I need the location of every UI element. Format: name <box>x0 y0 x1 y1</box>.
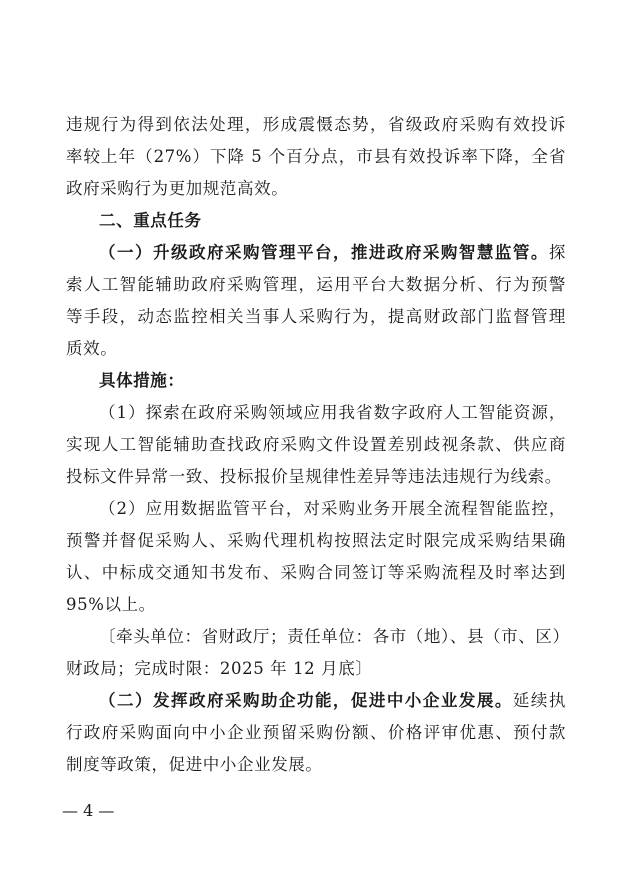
document-body <box>66 109 570 781</box>
paragraph-line: 实现人工智能辅助查找政府采购文件设置差别歧视条款、供应商 <box>66 435 566 454</box>
paragraph-line: 索人工智能辅助政府采购管理，运用平台大数据分析、行为预警 <box>66 275 566 294</box>
task-1-line <box>66 237 566 269</box>
paragraph-line: （2）应用数据监管平台，对采购业务开展全流程智能监控， <box>99 499 566 518</box>
paragraph-line: 预警并督促采购人、采购代理机构按照法定时限完成采购结果确 <box>66 531 566 550</box>
task-2-text: 延续执 <box>512 691 566 710</box>
paragraph-line: 制度等政策，促进中小企业发展。 <box>66 755 323 774</box>
paragraph-line: 政府采购行为更加规范高效。 <box>66 179 289 198</box>
task-1-text: 探 <box>548 243 566 262</box>
paragraph-line: 认、中标成交通知书发布、采购合同签订等采购流程及时率达到 <box>66 563 566 582</box>
paragraph-line: 违规行为得到依法处理，形成震慑态势，省级政府采购有效投诉 <box>66 115 566 134</box>
responsibility-line: 财政局；完成时限：2025 年 12 月底〕 <box>66 659 373 678</box>
paragraph-line: 95%以上。 <box>66 595 156 614</box>
paragraph-line: 质效。 <box>66 339 118 358</box>
task-2-title: （二）发挥政府采购助企功能，促进中小企业发展。 <box>99 691 513 710</box>
paragraph-line: 投标文件异常一致、投标报价呈规律性差异等违法违规行为线索。 <box>66 467 562 486</box>
responsibility-line: 〔牵头单位：省财政厅；责任单位：各市（地）、县（市、区） <box>99 627 570 646</box>
measures-heading: 具体措施： <box>99 371 185 390</box>
task-2-line <box>66 685 566 717</box>
paragraph-line: 率较上年（27%）下降 5 个百分点，市县有效投诉率下降，全省 <box>66 147 566 166</box>
page-number: — 4 — <box>62 801 115 820</box>
paragraph-line: （1）探索在政府采购领域应用我省数字政府人工智能资源， <box>99 403 566 422</box>
section-heading: 二、重点任务 <box>99 211 202 230</box>
task-1-title: （一）升级政府采购管理平台，推进政府采购智慧监管。 <box>99 243 549 262</box>
paragraph-line: 行政府采购面向中小企业预留采购份额、价格评审优惠、预付款 <box>66 723 566 742</box>
paragraph-line: 等手段，动态监控相关当事人采购行为，提高财政部门监督管理 <box>66 307 566 326</box>
